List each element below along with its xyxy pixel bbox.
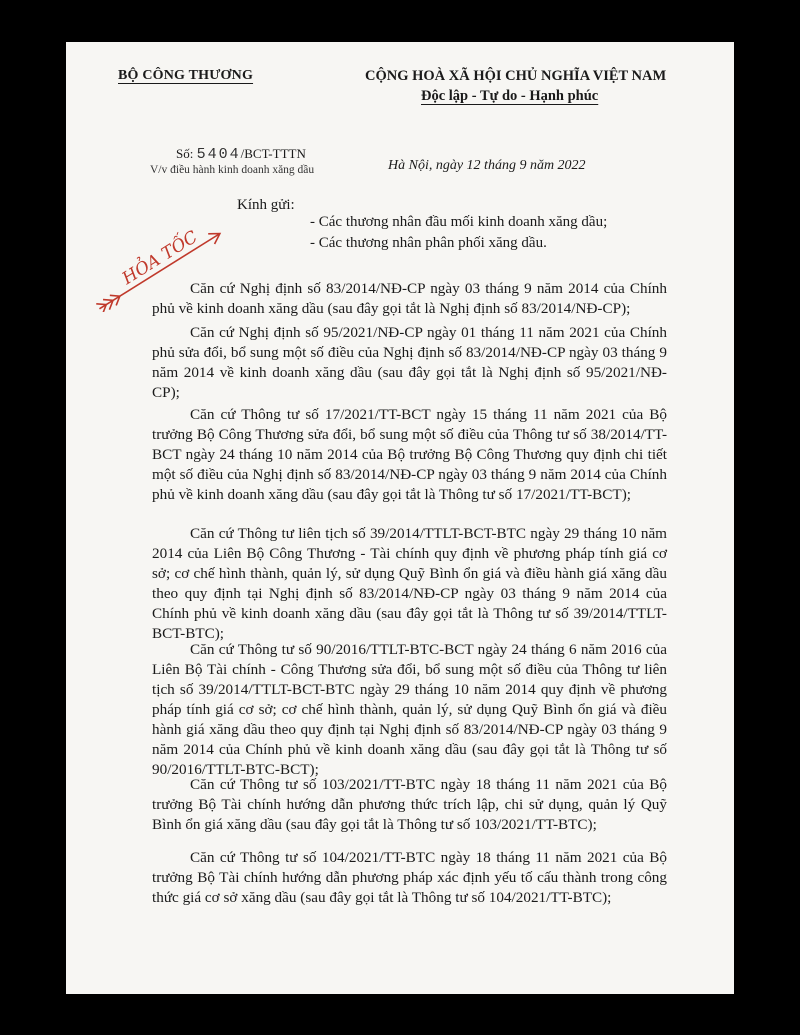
document-date: Hà Nội, ngày 12 tháng 9 năm 2022 <box>388 158 586 173</box>
doc-number-value: 5404 <box>196 146 241 163</box>
republic-title: CỘNG HOÀ XÃ HỘI CHỦ NGHĨA VIỆT NAM <box>365 68 667 84</box>
doc-number-prefix: Số: <box>176 146 194 161</box>
body-paragraph: Căn cứ Thông tư số 103/2021/TT-BTC ngày 18 tháng 11 năm 2021 của Bộ trưởng Bộ Tài chính hướng dẫn phương thức trích lập, chi sử dụng, quản lý Quỹ Bình ổn giá xăng dầu (sau đây gọi tắt là Thông tư số 103/2021/TT-BTC); <box>152 776 667 833</box>
greeting: Kính gửi: <box>237 197 295 213</box>
national-motto: Độc lập - Tự do - Hạnh phúc <box>421 88 599 104</box>
body-paragraph: Căn cứ Thông tư số 104/2021/TT-BTC ngày 18 tháng 11 năm 2021 của Bộ trưởng Bộ Tài chính hướng dẫn phương pháp xác định yếu tố cấu thành trong công thức giá cơ sở xăng dầu (sau đây gọi tắt là Thông tư số 104/2021/TT-BTC); <box>152 849 667 906</box>
body-paragraph: Căn cứ Thông tư liên tịch số 39/2014/TTLT-BCT-BTC ngày 29 tháng 10 năm 2014 của Liên Bộ Công Thương - Tài chính quy định về phương pháp tính giá cơ sở; cơ chế hình thành, quản lý, sử dụng Quỹ Bình ổn giá và điều hành giá xăng dầu theo quy định tại Nghị định số 83/2014/NĐ-CP ngày 03 tháng 9 năm 2014 của Chính phủ về kinh doanh xăng dầu (sau đây gọi tắt là Thông tư số 39/2014/TTLT-BCT-BTC); <box>152 525 667 642</box>
ministry-name: BỘ CÔNG THƯƠNG <box>118 68 254 83</box>
recipient-item: - Các thương nhân đầu mối kinh doanh xăng dầu; <box>310 214 608 230</box>
body-paragraph: Căn cứ Thông tư số 90/2016/TTLT-BTC-BCT ngày 24 tháng 6 năm 2016 của Liên Bộ Tài chính - Công Thương sửa đổi, bổ sung một số điều của Thông tư liên tịch số 39/2014/TTLT-BCT-BTC ngày 29 tháng 10 năm 2014 quy định về phương pháp tính giá cơ sở; cơ chế hình thành, quản lý, sử dụng Quỹ Bình ổn giá và điều hành giá xăng dầu theo quy định tại Nghị định số 83/2014/NĐ-CP ngày 03 tháng 9 năm 2014 của Chính phủ về kinh doanh xăng dầu (sau đây gọi tắt là Thông tư số 90/2016/TTLT-BTC-BCT); <box>152 641 667 778</box>
urgent-stamp-text: HỎA TỐC <box>118 227 202 289</box>
body-paragraph: Căn cứ Nghị định số 95/2021/NĐ-CP ngày 01 tháng 11 năm 2021 của Chính phủ sửa đổi, bổ sung một số điều của Nghị định số 83/2014/NĐ-CP ngày 03 tháng 9 năm 2014 về kinh doanh xăng dầu (sau đây gọi tắt là Nghị định số 95/2021/NĐ-CP); <box>152 324 667 401</box>
recipient-item: - Các thương nhân phân phối xăng dầu. <box>310 235 547 251</box>
body-paragraph: Căn cứ Thông tư số 17/2021/TT-BCT ngày 15 tháng 11 năm 2021 của Bộ trưởng Bộ Công Thương sửa đổi, bổ sung một số điều của Thông tư số 38/2014/TT-BCT ngày 24 tháng 10 năm 2014 của Bộ trưởng Bộ Công Thương quy định chi tiết một số điều của Nghị định số 83/2014/NĐ-CP ngày 03 tháng 9 năm 2014 của Chính phủ về kinh doanh xăng dầu (sau đây gọi tắt là Thông tư số 17/2021/TT-BCT); <box>152 406 667 503</box>
document-number <box>176 146 306 163</box>
body-paragraph: Căn cứ Nghị định số 83/2014/NĐ-CP ngày 03 tháng 9 năm 2014 của Chính phủ về kinh doanh xăng dầu (sau đây gọi tắt là Nghị định số 83/2014/NĐ-CP); <box>152 280 667 317</box>
document-subject: V/v điều hành kinh doanh xăng dầu <box>150 164 315 176</box>
doc-number-suffix: /BCT-TTTN <box>240 146 306 161</box>
